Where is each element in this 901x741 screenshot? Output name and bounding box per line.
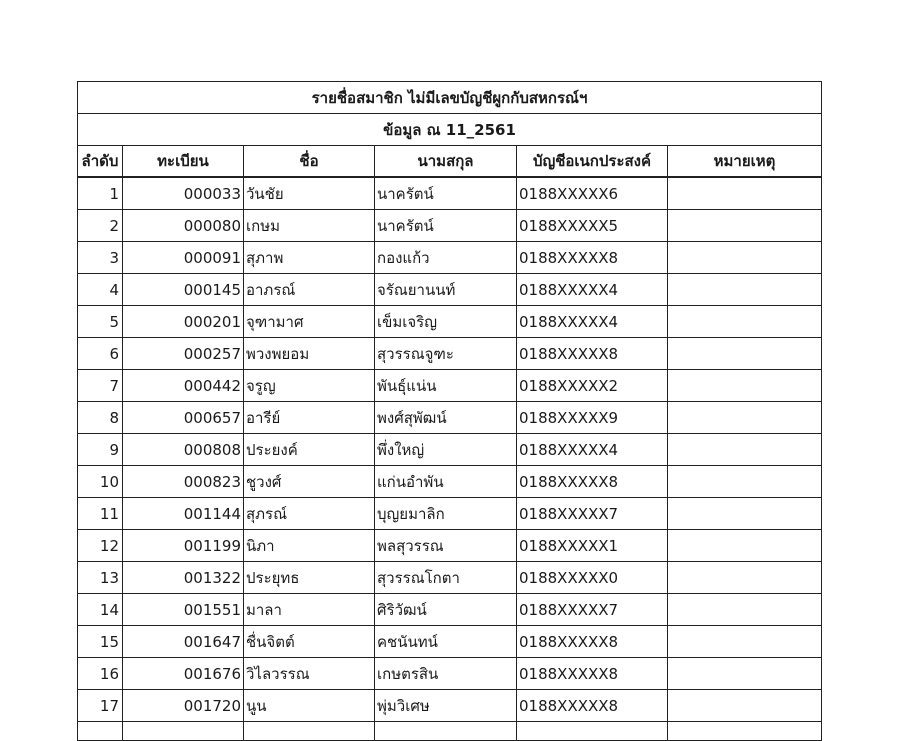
cell-note — [668, 722, 822, 741]
cell-account: 0188XXXXX5 — [517, 210, 668, 242]
cell-register: 000442 — [123, 370, 244, 402]
cell-register: 001676 — [123, 658, 244, 690]
cell-first-name: วันชัย — [244, 177, 375, 210]
cell-first-name: มาลา — [244, 594, 375, 626]
table-row — [78, 242, 822, 274]
cell-account: 0188XXXXX8 — [517, 242, 668, 274]
cell-last-name — [375, 722, 517, 741]
cell-account: 0188XXXXX7 — [517, 498, 668, 530]
cell-order: 1 — [78, 177, 123, 210]
cell-first-name: เกษม — [244, 210, 375, 242]
table-row — [78, 658, 822, 690]
cell-order: 9 — [78, 434, 123, 466]
cell-register: 000201 — [123, 306, 244, 338]
cell-last-name: พงศ์สุพัฒน์ — [375, 402, 517, 434]
cell-first-name: ประยุทธ — [244, 562, 375, 594]
cell-register: 000091 — [123, 242, 244, 274]
cell-account: 0188XXXXX8 — [517, 626, 668, 658]
cell-order: 6 — [78, 338, 123, 370]
table-row — [78, 274, 822, 306]
header-last-name: นามสกุล — [375, 146, 517, 178]
title-row — [78, 82, 822, 114]
cell-account: 0188XXXXX8 — [517, 338, 668, 370]
cell-order: 13 — [78, 562, 123, 594]
header-row — [78, 146, 822, 178]
cell-account: 0188XXXXX8 — [517, 466, 668, 498]
table-row — [78, 690, 822, 722]
cell-register: 001322 — [123, 562, 244, 594]
cell-first-name: จุฑามาศ — [244, 306, 375, 338]
table-row — [78, 626, 822, 658]
document-title: รายชื่อสมาชิก ไม่มีเลขบัญชีผูกกับสหกรณ์ฯ — [78, 82, 822, 114]
cell-order: 5 — [78, 306, 123, 338]
cell-first-name: ชูวงศ์ — [244, 466, 375, 498]
cell-order: 16 — [78, 658, 123, 690]
cell-order: 10 — [78, 466, 123, 498]
cell-account: 0188XXXXX0 — [517, 562, 668, 594]
table-row — [78, 466, 822, 498]
cell-first-name: สุภาพ — [244, 242, 375, 274]
cell-first-name: สุภรณ์ — [244, 498, 375, 530]
cell-account: 0188XXXXX2 — [517, 370, 668, 402]
cell-last-name: พันธุ์แน่น — [375, 370, 517, 402]
member-table — [77, 81, 822, 741]
cell-account: 0188XXXXX1 — [517, 530, 668, 562]
cell-register: 000033 — [123, 177, 244, 210]
cell-last-name: สุวรรณโกตา — [375, 562, 517, 594]
cell-last-name: พุ่มวิเศษ — [375, 690, 517, 722]
header-order: ลำดับ — [78, 146, 123, 178]
cell-note — [668, 274, 822, 306]
cell-order: 11 — [78, 498, 123, 530]
cell-order: 12 — [78, 530, 123, 562]
table-row — [78, 306, 822, 338]
cell-order — [78, 722, 123, 741]
cell-register: 001720 — [123, 690, 244, 722]
cell-note — [668, 338, 822, 370]
table-row — [78, 594, 822, 626]
cell-account: 0188XXXXX8 — [517, 658, 668, 690]
cell-account: 0188XXXXX4 — [517, 274, 668, 306]
cell-order: 7 — [78, 370, 123, 402]
table-row — [78, 177, 822, 210]
cell-note — [668, 562, 822, 594]
cell-last-name: จรัณยานนท์ — [375, 274, 517, 306]
cell-order: 4 — [78, 274, 123, 306]
cell-order: 8 — [78, 402, 123, 434]
cell-account: 0188XXXXX4 — [517, 306, 668, 338]
header-first-name: ชื่อ — [244, 146, 375, 178]
cell-last-name: พึ่งใหญ่ — [375, 434, 517, 466]
cell-register — [123, 722, 244, 741]
cell-note — [668, 402, 822, 434]
cell-last-name: บุญยมาลิก — [375, 498, 517, 530]
cell-register: 000808 — [123, 434, 244, 466]
header-register: ทะเบียน — [123, 146, 244, 178]
cell-last-name: สุวรรณจูฑะ — [375, 338, 517, 370]
cell-register: 000823 — [123, 466, 244, 498]
cell-last-name: คชนันทน์ — [375, 626, 517, 658]
cell-order: 3 — [78, 242, 123, 274]
cell-account — [517, 722, 668, 741]
cell-note — [668, 242, 822, 274]
table-row — [78, 370, 822, 402]
cell-note — [668, 658, 822, 690]
cell-last-name: แก่นอำพัน — [375, 466, 517, 498]
table-row — [78, 498, 822, 530]
cell-first-name: ชื่นจิตต์ — [244, 626, 375, 658]
cell-account: 0188XXXXX7 — [517, 594, 668, 626]
cell-last-name: ศิริวัฒน์ — [375, 594, 517, 626]
cell-note — [668, 626, 822, 658]
cell-note — [668, 210, 822, 242]
header-account: บัญชีอเนกประสงค์ — [517, 146, 668, 178]
cell-first-name: นิภา — [244, 530, 375, 562]
table-row — [78, 530, 822, 562]
table-row — [78, 434, 822, 466]
table-row — [78, 562, 822, 594]
cell-last-name: พลสุวรรณ — [375, 530, 517, 562]
cell-note — [668, 594, 822, 626]
subtitle-row — [78, 114, 822, 146]
cell-account: 0188XXXXX4 — [517, 434, 668, 466]
cell-account: 0188XXXXX9 — [517, 402, 668, 434]
cell-register: 001144 — [123, 498, 244, 530]
cell-register: 000080 — [123, 210, 244, 242]
cell-register: 000257 — [123, 338, 244, 370]
cell-note — [668, 306, 822, 338]
table-row — [78, 210, 822, 242]
cell-first-name: ประยงค์ — [244, 434, 375, 466]
cell-last-name: นาครัตน์ — [375, 177, 517, 210]
cell-order: 17 — [78, 690, 123, 722]
cell-first-name: พวงพยอม — [244, 338, 375, 370]
table-row — [78, 338, 822, 370]
cell-last-name: กองแก้ว — [375, 242, 517, 274]
cell-first-name: นูน — [244, 690, 375, 722]
cell-last-name: นาครัตน์ — [375, 210, 517, 242]
cell-first-name: อาภรณ์ — [244, 274, 375, 306]
cell-note — [668, 370, 822, 402]
cell-note — [668, 530, 822, 562]
table-row-partial — [78, 722, 822, 741]
cell-first-name: จรูญ — [244, 370, 375, 402]
cell-register: 000145 — [123, 274, 244, 306]
cell-register: 001551 — [123, 594, 244, 626]
cell-note — [668, 466, 822, 498]
cell-first-name: วิไลวรรณ — [244, 658, 375, 690]
cell-order: 2 — [78, 210, 123, 242]
cell-register: 001199 — [123, 530, 244, 562]
cell-register: 001647 — [123, 626, 244, 658]
table-row — [78, 402, 822, 434]
cell-order: 14 — [78, 594, 123, 626]
cell-first-name — [244, 722, 375, 741]
cell-first-name: อารีย์ — [244, 402, 375, 434]
cell-last-name: เกษตรสิน — [375, 658, 517, 690]
member-list-sheet — [77, 81, 821, 741]
cell-register: 000657 — [123, 402, 244, 434]
header-note: หมายเหตุ — [668, 146, 822, 178]
cell-note — [668, 690, 822, 722]
cell-note — [668, 177, 822, 210]
cell-last-name: เข็มเจริญ — [375, 306, 517, 338]
cell-order: 15 — [78, 626, 123, 658]
cell-note — [668, 498, 822, 530]
document-subtitle: ข้อมูล ณ 11_2561 — [78, 114, 822, 146]
cell-account: 0188XXXXX6 — [517, 177, 668, 210]
cell-note — [668, 434, 822, 466]
cell-account: 0188XXXXX8 — [517, 690, 668, 722]
